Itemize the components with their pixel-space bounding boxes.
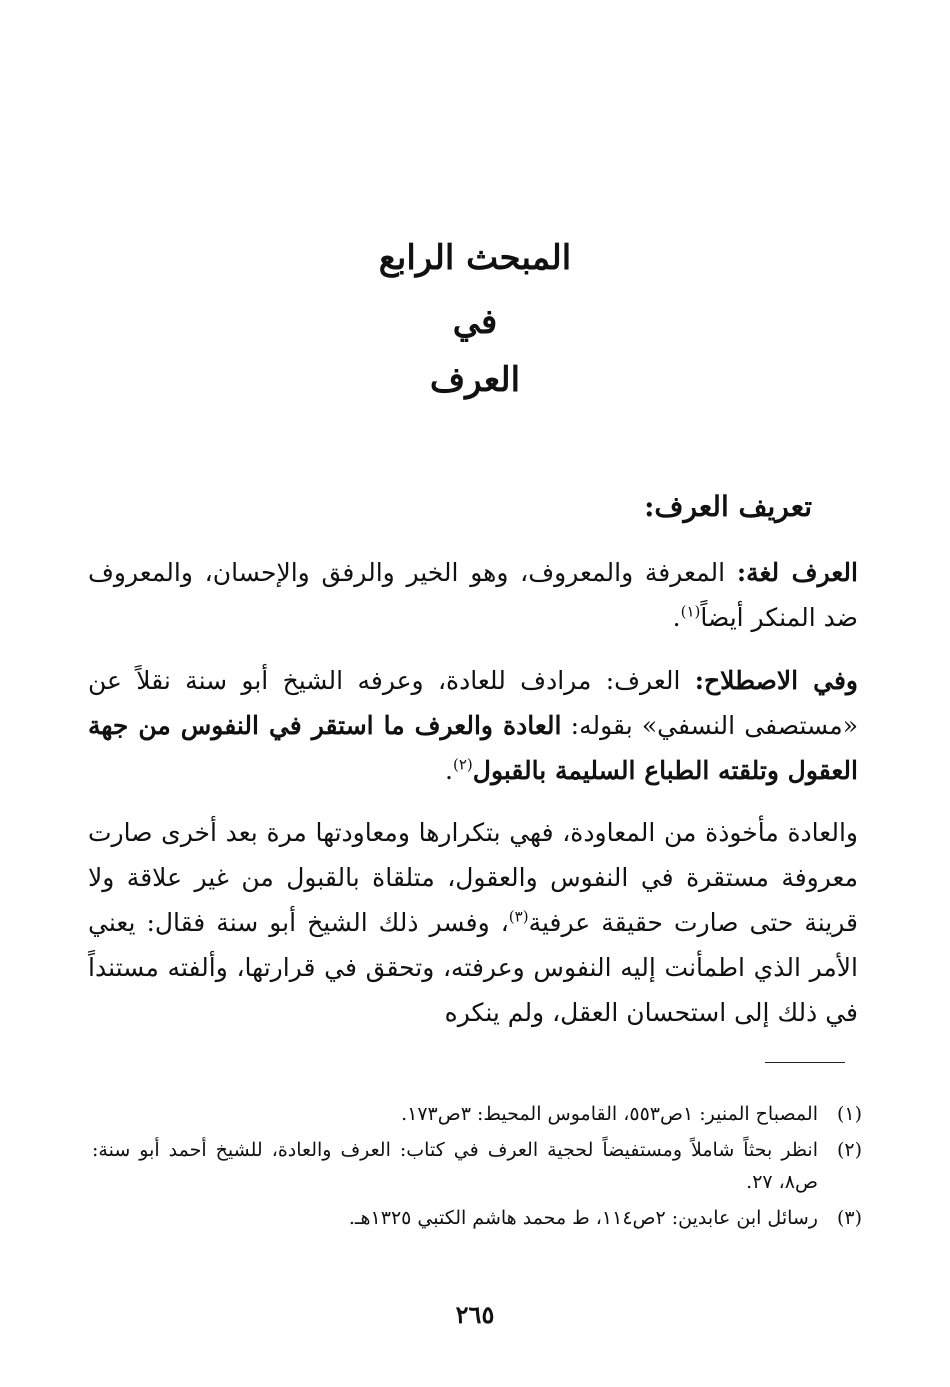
footnote-item: [92, 1202, 862, 1234]
footnote-separator: [765, 1062, 845, 1063]
page-number: ٢٦٥: [455, 1300, 495, 1329]
footnotes: [92, 1098, 862, 1238]
footnote-text: انظر بحثاً شاملاً ومستفيضاً لحجية العرف في كتاب: العرف والعادة، للشيخ أحمد أبو سنة: ص٨، ٢٧.: [92, 1139, 818, 1193]
footnote-item: [92, 1134, 862, 1198]
term-technical: وفي الاصطلاح:: [694, 666, 858, 695]
chapter-heading-connector: في: [452, 302, 498, 342]
footnote-text: رسائل ابن عابدين: ٢ص١١٤، ط محمد هاشم الكتبي ١٣٢٥هـ.: [348, 1207, 818, 1229]
paragraph-technical-definition: [88, 658, 858, 793]
footnote-ref: (١): [680, 602, 701, 621]
definition-quote: العادة والعرف ما استقر في النفوس من جهة العقول وتلقته الطباع السليمة بالقبول: [88, 711, 858, 785]
footnote-number: (٢): [836, 1139, 862, 1161]
chapter-heading: المبحث الرابع: [378, 238, 572, 278]
paragraph-text: ، وفسر ذلك الشيخ أبو سنة فقال: يعني الأمر الذي اطمأنت إليه النفوس وعرفته، وتحقق في قرارتها، وألفته مستنداً في ذلك إلى استحسان العقل، ولم ينكره: [88, 908, 858, 1027]
punctuation: .: [672, 603, 681, 632]
section-subtitle: تعريف العرف:: [644, 490, 812, 523]
footnote-text: المصباح المنير: ١ص٥٥٣، القاموس المحيط: ٣ص١٧٣.: [401, 1103, 818, 1125]
chapter-heading-topic: العرف: [429, 360, 521, 400]
paragraph-text: والعادة مأخوذة من المعاودة، فهي بتكرارها ومعاودتها مرة بعد أخرى صارت معروفة مستقرة في النفوس والعقول، متلقاة بالقبول من غير علاقة ولا قرينة حتى صارت حقيقة عرفية: [88, 818, 858, 937]
paragraph-text: العرف: مرادف للعادة، وعرفه الشيخ أبو سنة نقلاً عن «مستصفى النسفي» بقوله:: [88, 666, 858, 740]
footnote-number: (٣): [836, 1207, 862, 1229]
paragraph-habit-explanation: [88, 810, 858, 1035]
footnote-ref: (٣): [508, 907, 529, 926]
footnote-number: (١): [836, 1103, 862, 1125]
punctuation: .: [445, 756, 453, 785]
footnote-ref: (٢): [453, 755, 473, 774]
footnote-item: [92, 1098, 862, 1130]
paragraph-linguistic-definition: [88, 550, 858, 640]
paragraph-text: المعرفة والمعروف، وهو الخير والرفق والإحسان، والمعروف ضد المنكر أيضاً: [88, 558, 858, 632]
term-linguistic: العرف لغة:: [736, 558, 858, 587]
